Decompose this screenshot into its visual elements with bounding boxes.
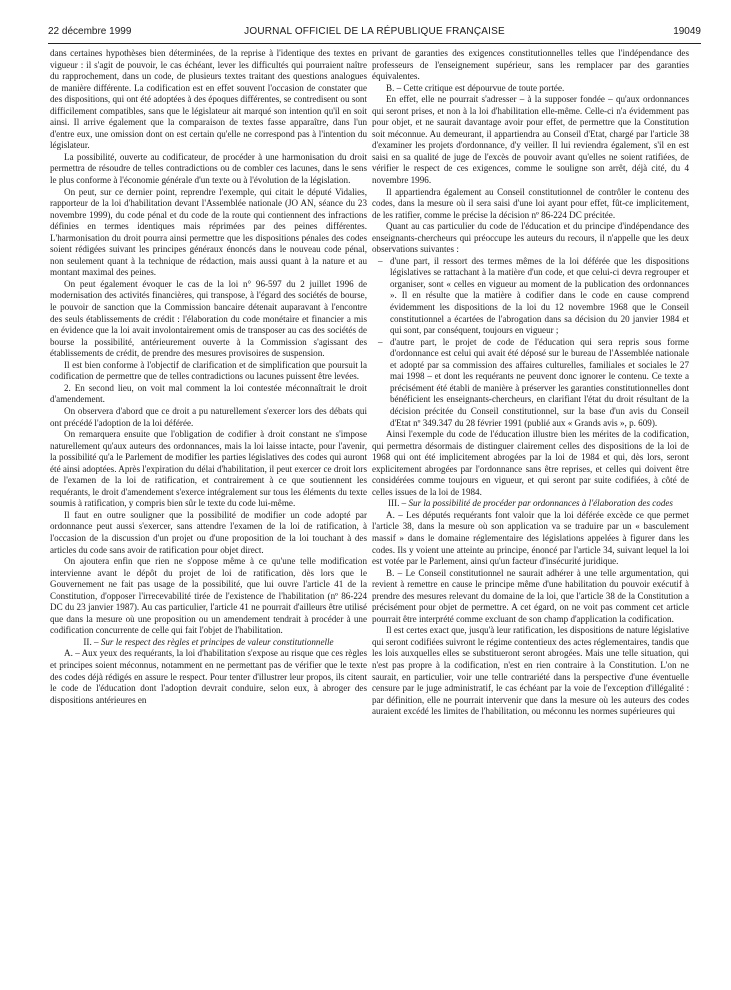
header-page-number: 19049	[673, 26, 701, 37]
paragraph: Il est bien conforme à l'objectif de clarification et de simplification que poursuit la codification de permettre que de telles contradictions ou lacunes puissent être levées.	[50, 359, 367, 382]
paragraph: privant de garanties des exigences constitutionnelles telles que l'indépendance des professeurs de l'enseignement supérieur, sans les remplacer par des garanties équivalentes.	[372, 48, 689, 82]
paragraph: On peut, sur ce dernier point, reprendre l'exemple, qui citait le député Vidalies, rapporteur de la loi d'habilitation devant l'Assemblée nationale (JO AN, séance du 23 novembre 1999), du code pénal et du code de la route qui contiennent des infractions définies en termes identiques mais réprimées par des peines différentes. L'harmonisation du droit pourra ainsi permettre que les dispositions pénales des codes soient rédigées suivant les principes généraux énoncés dans le nouveau code pénal, non seulement quant à la technique de rédaction, mais aussi quant à la nature et au montant maximal des peines.	[50, 186, 367, 278]
header-journal-title: JOURNAL OFFICIEL DE LA RÉPUBLIQUE FRANÇAISE	[244, 26, 505, 37]
paragraph: Il faut en outre souligner que la possibilité de modifier un code adopté par ordonnance peut aussi s'exercer, sans attendre l'examen de la loi de ratification, à l'occasion de la discussion d'un projet ou d'une proposition de la loi touchant à des articles du code sans avoir de ratification pour objet direct.	[50, 509, 367, 555]
header-rule	[48, 43, 701, 44]
section-number: III. –	[388, 498, 407, 509]
observation-list	[372, 256, 689, 429]
paragraph: B. – Le Conseil constitutionnel ne saurait adhérer à une telle argumentation, qui revient à remettre en cause le principe même d'une habilitation du pouvoir exécutif à prendre des mesures relevant du domaine de la loi, que l'article 38 de la Constitution a précisément pour objet de permettre. A cet égard, on ne voit pas comment cet article pourrait être interprété comme excluant de son champ d'application la codification.	[372, 567, 689, 624]
paragraph: Il appartiendra également au Conseil constitutionnel de contrôler le contenu des codes, dans la mesure où il sera saisi d'une loi ayant pour effet, fût-ce implicitement, de les ratifier, comme le précise la décision nº 86-224 DC précitée.	[372, 186, 689, 220]
section-title: Sur le respect des règles et principes de valeur constitutionnelle	[100, 636, 334, 647]
paragraph: On observera d'abord que ce droit a pu naturellement s'exercer lors des débats qui ont précédé l'adoption de la loi déférée.	[50, 405, 367, 428]
paragraph: On remarquera ensuite que l'obligation de codifier à droit constant ne s'impose naturellement qu'aux auteurs des ordonnances, mais la loi laisse intacte, pour l'avenir, la possibilité qu'a le Parlement de modifier les parties législatives des codes qui auront été ainsi adoptées. Après l'expiration du délai d'habilitation, il peut exercer ce droit lors de l'examen de la loi de ratification, et contrairement à ce que soutiennent les requérants, le droit d'amendement s'exerce intégralement sur tous les éléments du texte soumis à ratification, y compris bien sûr le texte du code lui-même.	[50, 429, 367, 509]
paragraph: On ajoutera enfin que rien ne s'oppose même à ce qu'une telle modification intervienne avant le dépôt du projet de loi de ratification, dès lors que le Gouvernement ne fait pas usage de la possibilité, que lui ouvre l'article 41 de la Constitution, d'opposer l'irrecevabilité tirée de l'existence de l'habilitation (nº 86-224 DC du 23 janvier 1987). Au cas particulier, l'article 41 ne pourrait d'ailleurs être utilisé que dans la mesure où une proposition ou un amendement tendrait à procéder à une codification concurrente de celle qui fait l'objet de l'habilitation.	[50, 556, 367, 636]
paragraph: Il est certes exact que, jusqu'à leur ratification, les dispositions de nature législative qui seront codifiées suivront le régime contentieux des actes réglementaires, tandis que les lois auxquelles elles se substitueront seront abrogées. Mais une telle situation, qui n'est pas propre à la codification, n'est en rien contraire à la Constitution. L'on ne saurait, en particulier, voir une telle contrariété dans la perspective d'une éventuelle censure par le juge administratif, le cas échéant par la voie de l'exception d'illégalité : par définition, elle ne pourrait intervenir que dans la mesure où les auteurs des codes auraient excédé les limites de l'habilitation, ou méconnu les normes supérieures qui	[372, 625, 689, 717]
paragraph: 2. En second lieu, on voit mal comment la loi contestée méconnaîtrait le droit d'amendement.	[50, 382, 367, 405]
right-column	[372, 48, 689, 984]
list-item: – d'autre part, le projet de code de l'éducation qui sera repris sous forme d'ordonnance est celui qui avait été déposé sur le bureau de l'Assemblée nationale et adopté par sa commission des affaires culturelles, familiales et sociales le 27 mai 1998 – et dont les requérants ne peuvent donc ignorer le contenu. Ce texte a précisément été établi de manière à préserver les garanties constitutionnelles dont bénéficient les enseignants-chercheurs, en clarifiant l'état du droit résultant de la décision précitée du Conseil constitutionnel, sur la base d'un avis du Conseil d'Etat nº 349.347 du 28 février 1991 (publié aux « Grands avis », p. 609).	[390, 337, 689, 429]
paragraph: A. – Les députés requérants font valoir que la loi déférée excède ce que permet l'article 38, dans la mesure où son application va se traduire par un « basculement massif » dans le domaine réglementaire des législations appelées à figurer dans les codes. Ils y voient une atteinte au principe, énoncé par l'article 34, suivant lequel la loi est votée par le Parlement, ainsi qu'un facteur d'insécurité juridique.	[372, 509, 689, 567]
left-column	[50, 48, 367, 984]
section-heading	[50, 637, 367, 649]
paragraph: A. – Aux yeux des requérants, la loi d'habilitation s'expose au risque que ces règles et principes soient méconnus, notamment en ne permettant pas de vérifier que le texte des codes déjà rédigés en assure le respect. Pour tenter d'illustrer leur propos, ils citent le code de l'éducation dont l'adoption devrait conduire, selon eux, à abroger des dispositions antérieures en	[50, 648, 367, 705]
list-item: – d'une part, il ressort des termes mêmes de la loi déférée que les dispositions législatives se rattachant à la matière d'un code, et que celui-ci devra regrouper et organiser, sont « celles en vigueur au moment de la publication des ordonnances ». Il en résulte que la matière à codifier dans le code en cause comprend évidemment les dispositions de la loi du 12 novembre 1968 que le Conseil constitutionnel a écartées de l'abrogation dans sa décision du 20 janvier 1984 et qui sont, par conséquent, toujours en vigueur ;	[390, 256, 689, 337]
section-number: II. –	[83, 636, 99, 647]
page-header	[48, 26, 701, 40]
paragraph: dans certaines hypothèses bien déterminées, de la reprise à l'identique des textes en vigueur : il s'agit de pouvoir, le cas échéant, lever les difficultés qui pourraient naître du rapprochement, dans un code, de plusieurs textes traitant des questions analogues de manière différente. La codification est en effet souvent l'occasion de constater que des dispositions, qui ont été adoptées à des époques différentes, se contredisent ou sont difficilement compatibles, sans que le législateur ait marqué son intention qu'il en soit ainsi. Il arrive également que la comparaison de textes fasse apparaître, dans l'un d'entre eux, une omission dont on est certain qu'elle ne correspond pas à l'intention du législateur.	[50, 48, 367, 151]
paragraph: On peut également évoquer le cas de la loi n° 96-597 du 2 juillet 1996 de modernisation des activités financières, qui transpose, à l'égard des sociétés de bourse, le pouvoir de sanction que la Commission bancaire détenait auparavant à l'encontre des seuls établissements de crédit : l'élaboration du code monétaire et financier a mis en évidence que la loi avait involontairement omis de transposer au cas des sociétés de bourse la possibilité, antérieurement ouverte à la Commission s'agissant des établissements de crédit, de prendre des mesures provisoires de suspension.	[50, 278, 367, 359]
paragraph: Quant au cas particulier du code de l'éducation et du principe d'indépendance des enseignants-chercheurs qui préoccupe les auteurs du recours, il n'appelle que les deux observations suivantes :	[372, 221, 689, 255]
header-date: 22 décembre 1999	[48, 26, 132, 37]
section-heading	[372, 498, 689, 510]
paragraph: En effet, elle ne pourrait s'adresser – à la supposer fondée – qu'aux ordonnances qui seront prises, et non à la loi d'habilitation elle-même. Celle-ci n'a évidemment pas pour objet, et ne saurait davantage avoir pour effet, de permettre que la Constitution soit méconnue. Au demeurant, il appartiendra au Conseil d'Etat, chargé par l'article 38 d'examiner les projets d'ordonnance, d'y veiller. Il lui reviendra également, s'il en est saisi en sa qualité de juge de l'excès de pouvoir avant qu'elles ne soient ratifiées, de vérifier le respect de ces exigences, comme le souligne son arrêt, déjà cité, du 4 novembre 1996.	[372, 94, 689, 186]
section-title: Sur la possibilité de procéder par ordonnances à l'élaboration des codes	[408, 498, 673, 509]
paragraph: Ainsi l'exemple du code de l'éducation illustre bien les mérites de la codification, qui permettra désormais de distinguer clairement celles des dispositions de la loi de 1968 qui ont été implicitement abrogées par la loi de 1984 et qui, dès lors, seront explicitement abrogées par l'ordonnance sans être reprises, et celles qui doivent être considérées comme toujours en vigueur, et qui seront par suite codifiées, à côté de celles issues de la loi de 1984.	[372, 429, 689, 497]
paragraph: La possibilité, ouverte au codificateur, de procéder à une harmonisation du droit permettra de résoudre de telles contradictions ou de combler ces lacunes, dans le sens le plus conforme à l'économie générale d'un texte ou à l'évolution de la législation.	[50, 151, 367, 186]
paragraph: B. – Cette critique est dépourvue de toute portée.	[386, 82, 565, 93]
